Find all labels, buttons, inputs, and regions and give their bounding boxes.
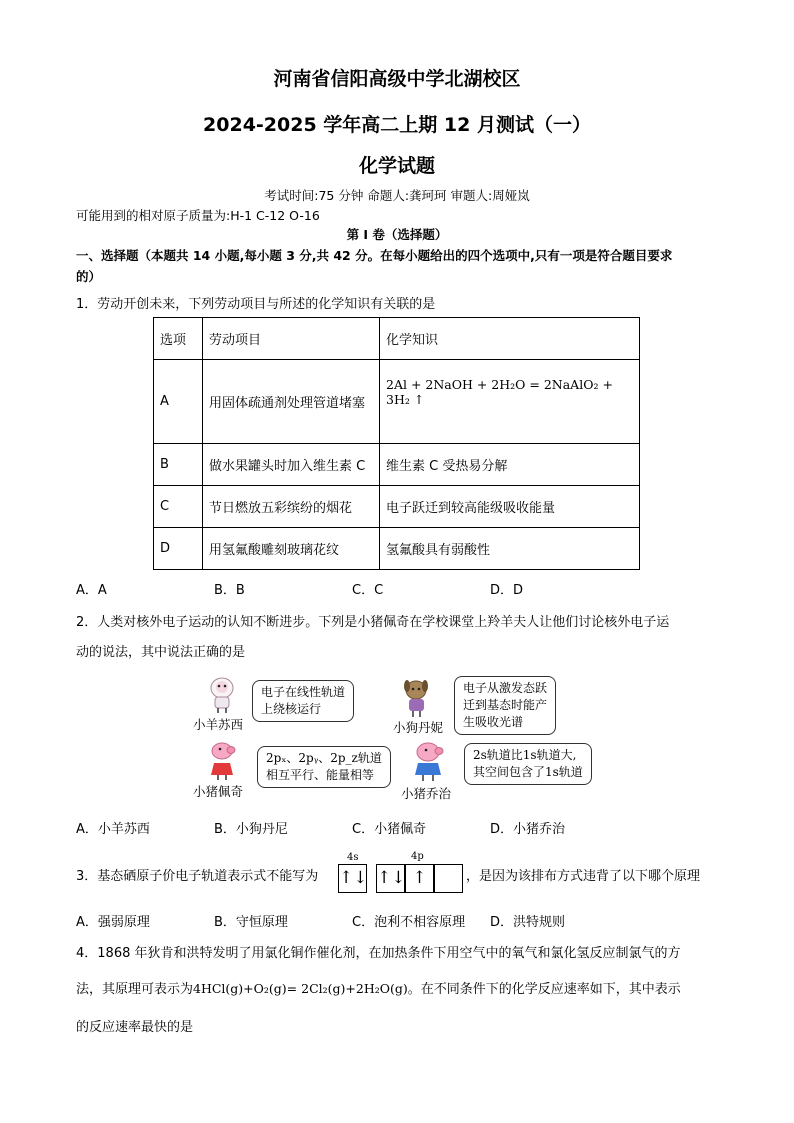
bubble-line: 电子在线性轨道: [261, 685, 346, 699]
row-option: D: [154, 528, 203, 570]
school-name: 河南省信阳高级中学北湖校区: [273, 68, 521, 90]
q2-stem-cont: 动的说法，其中说法正确的是: [76, 645, 246, 660]
row-labor-item: 用固体疏通剂处理管道堵塞: [203, 360, 380, 444]
speech-bubble-sheep: [252, 680, 354, 722]
bubble-line: 2s轨道比1s轨道大,: [473, 748, 577, 762]
bubble-line: 其空间包含了1s轨道: [473, 765, 583, 779]
exam-info: 考试时间:75 分钟 命题人:龚珂珂 审题人:周娅岚: [264, 188, 530, 203]
q1-choice-d[interactable]: D．D: [490, 583, 524, 598]
q4-stem-text: 法，其原理可表示为: [76, 982, 194, 997]
orbital-box-4p: ↑: [405, 864, 434, 893]
q2-choice-d[interactable]: D．小猪乔治: [490, 822, 566, 837]
q2-choice-a[interactable]: A．小羊苏西: [76, 822, 150, 837]
character-name-peppa: 小猪佩奇: [193, 784, 244, 799]
q4-stem: 4．1868 年狄肯和洪特发明了用氯化铜作催化剂，在加热条件下用空气中的氧气和氯化氢反应制氯气的方: [76, 946, 681, 961]
orbital-box-4p: ↑↓: [376, 864, 405, 893]
table-row: [154, 360, 640, 444]
volume-title: 第 I 卷（选择题）: [346, 227, 448, 242]
bubble-line: 迁到基态时能产: [463, 698, 548, 712]
header-option: 选项: [154, 318, 203, 360]
orbital-label-4p: 4p: [411, 851, 424, 862]
speech-bubble-george: [464, 743, 592, 785]
orbital-label-4s: 4s: [347, 852, 359, 863]
speech-bubble-dog: [454, 676, 556, 735]
exam-title: 2024-2025 学年高二上期 12 月测试（一）: [203, 114, 591, 136]
q1-stem: 1．劳动开创未来，下列劳动项目与所述的化学知识有关联的是: [76, 297, 436, 312]
character-name-george: 小猪乔治: [401, 786, 452, 801]
q2-stem: 2．人类对核外电子运动的认知不断进步。下列是小猪佩奇在学校课堂上羚羊夫人让他们讨论核外电子运: [76, 615, 670, 630]
q1-choice-a[interactable]: A．A: [76, 583, 107, 598]
q2-choice-c[interactable]: C．小猪佩奇: [352, 822, 427, 837]
q1-table: [153, 317, 640, 570]
table-header-row: [154, 318, 640, 360]
section-heading-cont: 的）: [76, 269, 102, 284]
q4-equation: 4HCl(g)+O₂(g)= 2Cl₂(g)+2H₂O(g): [193, 981, 408, 996]
q2-choice-b[interactable]: B．小狗丹尼: [214, 822, 288, 837]
row-option: C: [154, 486, 203, 528]
bubble-line: 电子从激发态跃: [463, 681, 548, 695]
speech-bubble-peppa: [257, 746, 391, 788]
table-row: [154, 486, 640, 528]
q4-stem-text: 。在不同条件下的化学反应速率如下，其中表示: [407, 982, 681, 997]
bubble-line: 2pₓ、2pᵧ、2p_z轨道: [266, 751, 382, 765]
q4-stem-end: 的反应速率最快的是: [76, 1020, 194, 1035]
q3-choice-c[interactable]: C．泡利不相容原理: [352, 915, 466, 930]
header-chem-knowledge: 化学知识: [380, 318, 640, 360]
bubble-line: 相互平行、能量相等: [266, 768, 375, 782]
dog-character-icon: [399, 678, 435, 718]
q3-stem-cont: ，是因为该排布方式违背了以下哪个原理: [466, 869, 701, 884]
q3-choice-a[interactable]: A．强弱原理: [76, 915, 150, 930]
q3-choice-b[interactable]: B．守恒原理: [214, 915, 288, 930]
row-option: A: [154, 360, 203, 444]
character-name-dog: 小狗丹妮: [393, 720, 444, 735]
character-name-sheep: 小羊苏西: [193, 717, 244, 732]
row-chem-knowledge: 氢氟酸具有弱酸性: [380, 528, 640, 570]
orbital-box-4s: ↑↓: [338, 864, 367, 893]
q1-choice-c[interactable]: C．C: [352, 583, 384, 598]
table-row: [154, 528, 640, 570]
subject-title: 化学试题: [358, 155, 435, 177]
bubble-line: 上绕核运行: [261, 702, 322, 716]
george-character-icon: [408, 741, 452, 783]
section-heading: 一、选择题（本题共 14 小题,每小题 3 分,共 42 分。在每小题给出的四个选项中,只有一项是符合题目要求: [76, 248, 673, 263]
q4-stem-cont: [76, 978, 681, 997]
header-labor-item: 劳动项目: [203, 318, 380, 360]
q3-stem: 3．基态硒原子价电子轨道表示式不能写为: [76, 869, 319, 884]
row-labor-item: 做水果罐头时加入维生素 C: [203, 444, 380, 486]
row-labor-item: 节日燃放五彩缤纷的烟花: [203, 486, 380, 528]
sheep-character-icon: [204, 676, 240, 714]
row-option: B: [154, 444, 203, 486]
row-chem-equation: 2Al + 2NaOH + 2H₂O = 2NaAlO₂ + 3H₂ ↑: [380, 360, 640, 444]
row-chem-knowledge: 电子跃迁到较高能级吸收能量: [380, 486, 640, 528]
atomic-masses: 可能用到的相对原子质量为:H-1 C-12 O-16: [76, 208, 320, 223]
table-row: [154, 444, 640, 486]
row-labor-item: 用氢氟酸雕刻玻璃花纹: [203, 528, 380, 570]
peppa-character-icon: [204, 741, 240, 781]
q1-choice-b[interactable]: B．B: [214, 583, 245, 598]
row-chem-knowledge: 维生素 C 受热易分解: [380, 444, 640, 486]
bubble-line: 生吸收光谱: [463, 715, 524, 729]
orbital-box-4p: [434, 864, 463, 893]
q3-choice-d[interactable]: D．洪特规则: [490, 915, 566, 930]
